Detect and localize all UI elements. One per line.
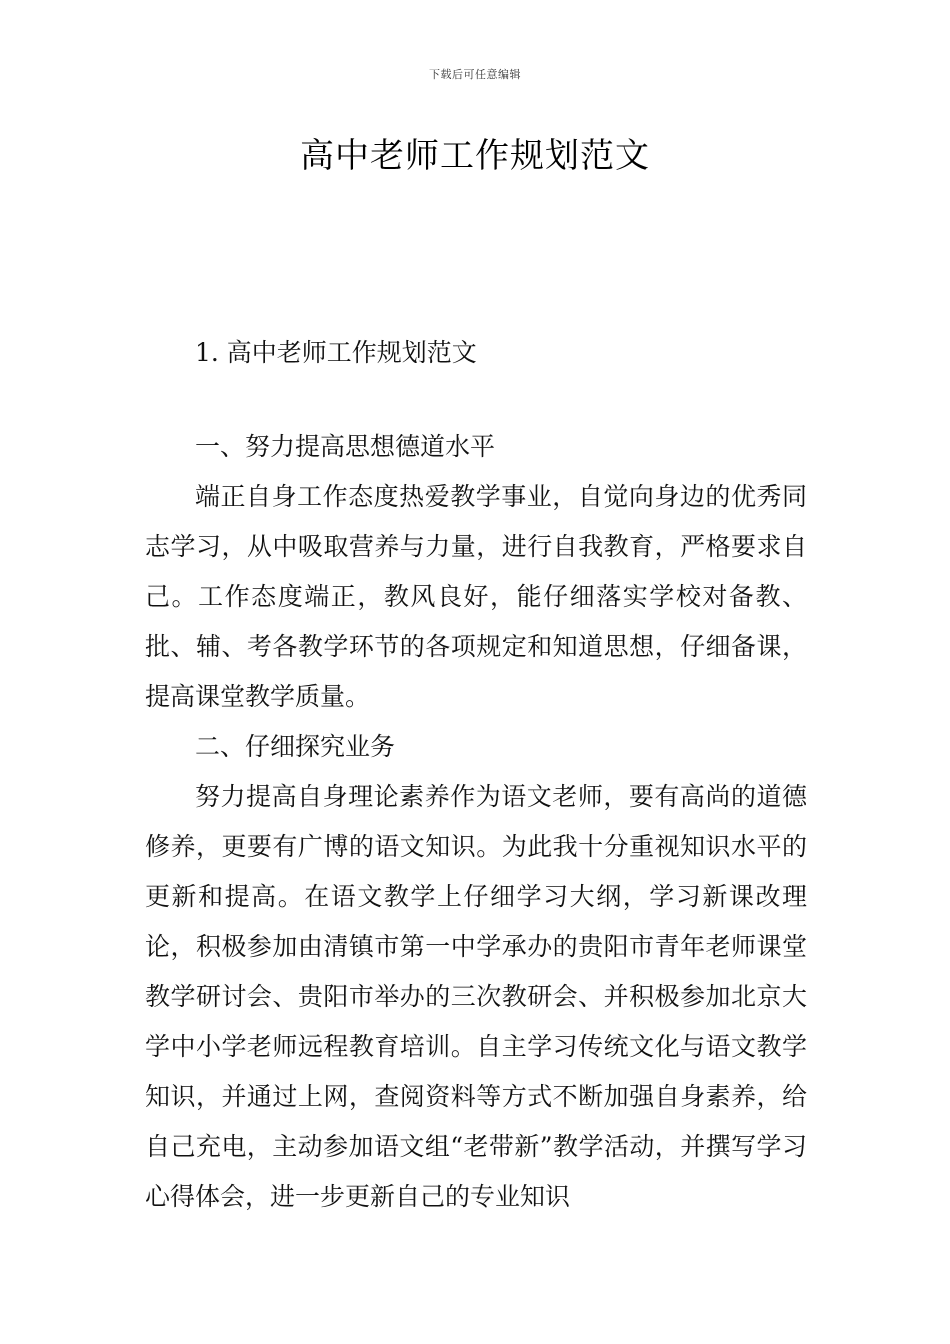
- section-paragraph-2: 努力提高自身理论素养作为语文老师，要有高尚的道德修养，更要有广博的语文知识。为此我十分重视知识水平的更新和提高。在语文教学上仔细学习大纲，学习新课改理论，积极参加由清镇市第一中学承办的贵阳市青年老师课堂教学研讨会、贵阳市举办的三次教研会、并积极参加北京大学中小学老师远程教育培训。自主学习传统文化与语文教学知识，并通过上网，查阅资料等方式不断加强自身素养，给自己充电，主动参加语文组“老带新”教学活动，并撰写学习心得体会，进一步更新自己的专业知识: [145, 782, 807, 1211]
- document-title: 高中老师工作规划范文: [300, 136, 650, 176]
- document-body: [145, 328, 807, 1222]
- spacer: [145, 378, 807, 422]
- header-note: 下载后可任意编辑: [429, 68, 521, 81]
- document-subtitle: 1. 高中老师工作规划范文: [195, 338, 477, 367]
- section-heading-1: 一、努力提高思想德道水平: [195, 432, 496, 461]
- section-paragraph-1: 端正自身工作态度热爱教学事业，自觉向身边的优秀同志学习，从中吸取营养与力量，进行自我教育，严格要求自己。工作态度端正，教风良好，能仔细落实学校对备教、批、辅、考各教学环节的各项规定和知道思想，仔细备课，提高课堂教学质量。: [145, 482, 807, 711]
- section-heading-2: 二、仔细探究业务: [195, 732, 396, 761]
